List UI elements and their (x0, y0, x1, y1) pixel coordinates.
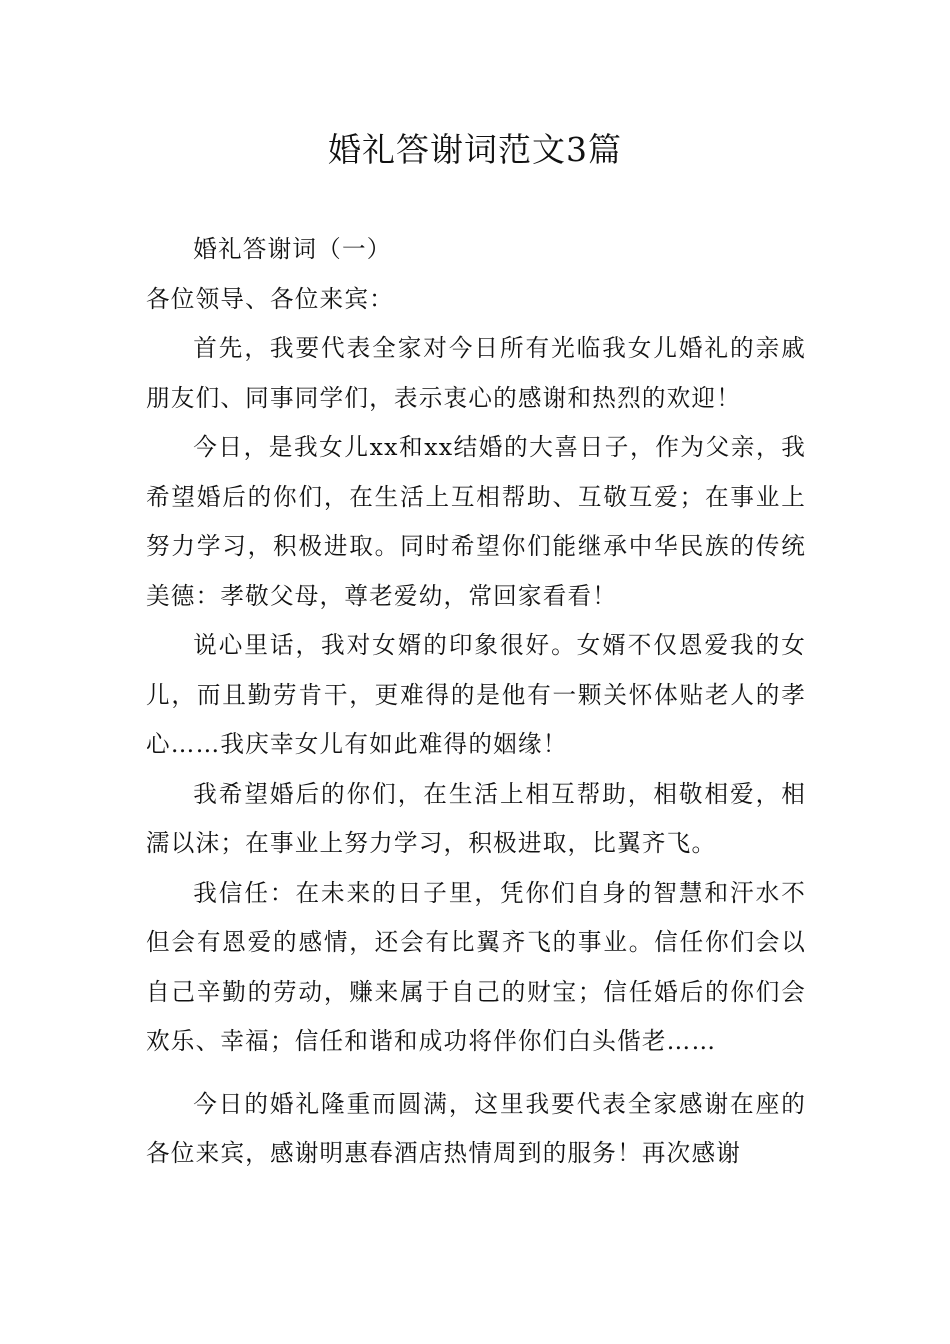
paragraph: 今日的婚礼隆重而圆满，这里我要代表全家感谢在座的各位来宾，感谢明惠春酒店热情周到的服务！再次感谢 (146, 1089, 806, 1167)
paragraph: 说心里话，我对女婿的印象很好。女婿不仅恩爱我的女儿，而且勤劳肯干，更难得的是他有一颗关怀体贴老人的孝心……我庆幸女儿有如此难得的姻缘！ (146, 631, 806, 758)
salutation: 各位领导、各位来宾： (146, 284, 394, 313)
document-title: 婚礼答谢词范文3篇 (328, 130, 622, 169)
paragraph: 我信任：在未来的日子里，凭你们自身的智慧和汗水不但会有恩爱的感情，还会有比翼齐飞的事业。信任你们会以自己辛勤的劳动，赚来属于自己的财宝；信任婚后的你们会欢乐、幸福；信任和谐和成功将伴你们白头偕老…… (146, 878, 806, 1055)
section-heading: 婚礼答谢词（一） (193, 235, 392, 263)
paragraph: 首先，我要代表全家对今日所有光临我女儿婚礼的亲戚朋友们、同事同学们，表示衷心的感谢和热烈的欢迎！ (146, 334, 806, 412)
document-body (146, 225, 806, 1179)
paragraph: 今日，是我女儿xx和xx结婚的大喜日子，作为父亲，我希望婚后的你们，在生活上互相帮助、互敬互爱；在事业上努力学习，积极进取。同时希望你们能继承中华民族的传统美德：孝敬父母，尊老爱幼，常回家看看！ (146, 433, 806, 610)
paragraph: 我希望婚后的你们，在生活上相互帮助，相敬相爱，相濡以沫；在事业上努力学习，积极进取，比翼齐飞。 (146, 779, 806, 857)
